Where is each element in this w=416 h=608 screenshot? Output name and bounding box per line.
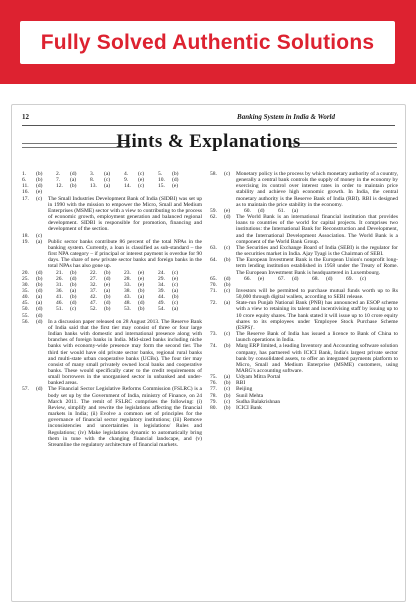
entry-text: The World Bank is an international financial institution that provides loans to countries of the world for capital projects. It comprises two institutions: the International Bank for Reconstruction and Development, and the International Development Association. The World Bank is a component of the World Bank Group.: [236, 214, 398, 245]
entry-text: RBI: [236, 380, 246, 387]
entry-number: 19.: [22, 238, 29, 245]
question-number: 11.: [22, 183, 29, 190]
answer-grid-65: [210, 276, 398, 282]
answer-letter: (a): [70, 287, 77, 294]
entry-answer: (b): [224, 281, 231, 288]
question-number: 14.: [124, 183, 131, 190]
answer-letter: (d): [292, 275, 299, 282]
answer-letter: (d): [326, 275, 333, 282]
explanation-74: [210, 343, 398, 374]
entry-number: 76.: [210, 380, 217, 387]
question-number: 66.: [244, 275, 251, 282]
entry-number: 72.: [210, 300, 217, 307]
page-number: 12: [22, 113, 29, 121]
answer-letter: (e): [36, 189, 43, 196]
answer-letter: (a): [292, 207, 299, 214]
entry-number: 64.: [210, 257, 217, 264]
answer-letter: (b): [70, 294, 77, 301]
answer-letter: (b): [36, 275, 43, 282]
book-page: [11, 104, 406, 602]
question-number: 22.: [90, 269, 97, 276]
question-number: 13.: [90, 183, 97, 190]
explanation-71: [210, 288, 398, 300]
question-number: 53.: [124, 306, 131, 313]
answer-letter: (d): [224, 275, 231, 282]
question-number: 15.: [158, 183, 165, 190]
answer-letter: (e): [138, 269, 145, 276]
answer-letter: (c): [138, 171, 145, 177]
answer-letter: (b): [70, 281, 77, 288]
entry-answer: (c): [224, 398, 231, 405]
answer-letter: (d): [104, 300, 111, 307]
answer-letter: (b): [138, 306, 145, 313]
answer-letter: (a): [104, 183, 111, 190]
answer-letter: (d): [258, 207, 265, 214]
explanation-64: [210, 257, 398, 275]
answer-letter: (b): [70, 183, 77, 190]
entry-answer: (d): [36, 386, 43, 393]
entry-answer: (d): [224, 214, 231, 221]
question-number: 46.: [56, 300, 63, 307]
short-answer-entry: [210, 405, 398, 411]
question-number: 43.: [124, 294, 131, 301]
question-number: 1.: [22, 171, 27, 177]
answer-letter: (e): [172, 183, 179, 190]
explanation-63: [210, 245, 398, 257]
answer-letter: (d): [70, 300, 77, 307]
answer-letter: (a): [70, 177, 77, 184]
entry-number: 79.: [210, 398, 217, 405]
question-number: 7.: [56, 177, 61, 184]
answer-grid-top: [22, 171, 202, 196]
entry-number: 78.: [210, 392, 217, 399]
answer-letter: (b): [36, 171, 43, 177]
answer-letter: (e): [138, 275, 145, 282]
entry-text: The Small Industries Development Bank of India (SIDBI) was set up in 1990 with the mission to empower the Micro, Small and Medium Enterprises (MSME) sector with a view to contributing to the process of economic growth, employment generation and balanced regional development. SIDBI is responsible for promotion, financing and development of the section.: [48, 195, 202, 233]
entry-answer: (a): [224, 374, 231, 381]
answer-letter: (c): [172, 269, 179, 276]
answer-letter: (b): [36, 281, 43, 288]
entry-answer: (c): [224, 171, 231, 177]
explanation-58: [210, 171, 398, 208]
answer-letter: (e): [224, 207, 231, 214]
question-number: 60.: [244, 207, 251, 214]
answer-letter: (b): [36, 177, 43, 184]
answer-letter: (e): [138, 177, 145, 184]
answer-letter: (d): [36, 312, 43, 319]
question-number: 20.: [22, 269, 29, 276]
question-number: 55.: [22, 312, 29, 319]
entry-text: Monetary policy is the process by which monetary authority of a country, generally a central bank controls the supply of money in the economy by exercising its control over interest rates in order to maintain price stability and achieve high economic growth. In India, the central monetary authority is the Reserve Bank of India (RBI). RBI is designed as to maintain the price stability in the economy.: [236, 171, 398, 208]
explanation-73: [210, 331, 398, 343]
right-column: [210, 171, 398, 411]
question-number: 21.: [56, 269, 63, 276]
answer-letter: (b): [104, 294, 111, 301]
answer-letter: (c): [360, 275, 367, 282]
question-number: 4.: [124, 171, 129, 177]
entry-number: 77.: [210, 386, 217, 393]
question-number: 31.: [56, 281, 63, 288]
answer-letter: (e): [138, 281, 145, 288]
question-number: 37.: [90, 287, 97, 294]
answer-letter: (e): [258, 275, 265, 282]
entry-number: 18.: [22, 232, 29, 239]
question-number: 5.: [158, 171, 163, 177]
answer-letter: (b): [104, 269, 111, 276]
entry-text: Investors will be permitted to purchase mutual funds worth up to Rs 50,000 through digital wallets, according to SEBI release.: [236, 287, 398, 301]
answer-letter: (a): [104, 171, 111, 177]
explanation-62: [210, 214, 398, 245]
question-number: 59.: [210, 207, 217, 214]
entry-answer: (c): [224, 287, 231, 294]
answer-letter: (c): [104, 177, 111, 184]
entry-answer: (b): [224, 343, 231, 350]
entry-text: Sudha Balakrishnan: [236, 398, 281, 405]
question-number: 45.: [22, 300, 29, 307]
answer-letter: (d): [36, 287, 43, 294]
answer-letter: (b): [172, 294, 179, 301]
entry-answer: (c): [224, 386, 231, 393]
entry-answer: (b): [224, 380, 231, 387]
entry-number: 70.: [210, 281, 217, 288]
answer-letter: (c): [138, 183, 145, 190]
question-number: 29.: [158, 275, 165, 282]
running-title: Banking System in India & World: [237, 113, 335, 121]
question-number: 50.: [22, 306, 29, 313]
entry-number: 75.: [210, 374, 217, 381]
question-number: 51.: [56, 306, 63, 313]
left-column: [22, 171, 202, 448]
question-number: 12.: [56, 183, 63, 190]
answer-letter: (d): [104, 275, 111, 282]
banner-title: Fully Solved Authentic Solutions: [40, 30, 375, 54]
answer-letter: (b): [172, 171, 179, 177]
question-number: 6.: [22, 177, 27, 184]
entry-text: Marg ERP limited, a leading Inventory and Accounting software solution company, has partnered with ICICI Bank, India's largest private sector bank by consolidated assets, to offer an integrated payments platform to Micro, Small and Medium Enterprise (MSME) customers, using MARG's accounting software.: [236, 343, 398, 374]
entry-number: 63.: [210, 244, 217, 251]
entry-answer: (b): [224, 404, 231, 411]
answer-letter: (d): [70, 275, 77, 282]
answer-letter: (c): [172, 300, 179, 307]
entry-answer: (a): [36, 238, 43, 245]
promo-banner: [0, 0, 416, 84]
answer-letter: (d): [138, 300, 145, 307]
answer-letter: (a): [36, 300, 43, 307]
entry-text: In a discussion paper released on 28 August 2013. The Reserve Bank of India said that the first tier may consist of three or four large Indian banks with domestic and international presence along with branches of foreign banks in India. Mid-sized banks including niche banks with economy-wide presence may form the second tier. The third tier would have old private sector banks, regional rural banks and multi-state urban cooperative banks (UCBs). The four tier may consist of many small privately owned local banks and cooperative banks. These would specifically cater to the credit requirements of small borrowers in the unorganised sector in unbanked and under-banked areas.: [48, 318, 202, 387]
answer-letter: (d): [36, 306, 43, 313]
question-number: 39.: [158, 287, 165, 294]
question-number: 24.: [158, 269, 165, 276]
answer-letter: (a): [36, 294, 43, 301]
entry-answer: (b): [224, 392, 231, 399]
question-number: 40.: [22, 294, 29, 301]
entry-text: Beijing: [236, 386, 253, 393]
answer-letter: (c): [70, 306, 77, 313]
question-number: 41.: [56, 294, 63, 301]
entry-number: 17.: [22, 195, 29, 202]
explanation-19: [22, 239, 202, 270]
entry-answer: (b): [224, 257, 231, 264]
answer-row: [210, 276, 398, 282]
explanation-17: [22, 196, 202, 233]
question-number: 35.: [22, 287, 29, 294]
question-number: 44.: [158, 294, 165, 301]
entry-text: ICICI Bank: [236, 404, 262, 411]
entry-answer: (c): [36, 195, 43, 202]
question-number: 23.: [124, 269, 131, 276]
running-header: [22, 113, 395, 126]
entry-text: The Reserve Bank of India has issued a licence to Bank of China to launch operations in India.: [236, 331, 398, 344]
entry-number: 57.: [22, 386, 29, 393]
answer-letter: (b): [138, 287, 145, 294]
entry-answer: (c): [36, 232, 43, 239]
answer-letter: (b): [70, 269, 77, 276]
question-number: 8.: [90, 177, 95, 184]
entry-number: 74.: [210, 343, 217, 350]
answer-letter: (c): [172, 281, 179, 288]
explanation-72: [210, 300, 398, 331]
answer-letter: (d): [172, 177, 179, 184]
entry-number: 80.: [210, 404, 217, 411]
answer-grid-middle: [22, 270, 202, 319]
explanation-57: [22, 386, 202, 448]
answer-letter: (b): [104, 306, 111, 313]
question-number: 34.: [158, 281, 165, 288]
entry-answer: (c): [224, 244, 231, 251]
question-number: 33.: [124, 281, 131, 288]
answer-letter: (a): [172, 287, 179, 294]
entry-text: The Securities and Exchange Board of India (SEBI) is the regulator for the securities market in India. Ajay Tyagi is the Chairman of SEBI.: [236, 244, 398, 258]
question-number: 38.: [124, 287, 131, 294]
entry-text: The Financial Sector Legislative Reforms Commission (FSLRC) is a body set up by the Government of India, ministry of Finance, on 24 March 2011. The remit of FSLRC comprises the following: (i) Review, simplify and rewrite the legislations affecting the financial markets in India; (ii) Evolve a common set of principles for the governance of financial sector regulatory institutions; (iii) Remove inconsistencies and uncertainties in legislations/ Rules and Regulations; (iv) Make legislations dynamic to automatically bring them in tune with the changing financial landscape, and (v) Streamline the regulatory architecture of financial markets.: [48, 386, 202, 448]
entry-text: The European Investment Bank is the European Union's nonprofit long-term lending institution established in 1958 under the Treaty of Rome. The European Investment Bank is headquartered in Luxembourg.: [236, 257, 398, 276]
question-number: 28.: [124, 275, 131, 282]
question-number: 49.: [158, 300, 165, 307]
question-number: 16.: [22, 189, 29, 196]
question-number: 27.: [90, 275, 97, 282]
entry-number: 73.: [210, 331, 217, 338]
question-number: 61.: [278, 207, 285, 214]
answer-letter: (a): [138, 294, 145, 301]
answer-letter: (e): [104, 281, 111, 288]
answer-letter: (a): [104, 287, 111, 294]
question-number: 32.: [90, 281, 97, 288]
entry-text: Public sector banks contribute 86 percent of the total NPAs in the banking system. Currently, a loan is classified as sub-standard – the first NPA category – if principal or interest payment is overdue for 90 days. The share of new private sector banks and foreign banks in the total NPAs has also gone up.: [48, 238, 202, 270]
question-number: 2.: [56, 171, 61, 177]
question-number: 48.: [124, 300, 131, 307]
question-number: 9.: [124, 177, 129, 184]
explanation-56: [22, 319, 202, 387]
question-number: 10.: [158, 177, 165, 184]
question-number: 69.: [346, 275, 353, 282]
banner-title-box: [20, 21, 395, 64]
entry-text: Udyam Mitra Portal: [236, 374, 281, 381]
question-number: 47.: [90, 300, 97, 307]
entry-number: 62.: [210, 214, 217, 221]
question-number: 67.: [278, 275, 285, 282]
answer-letter: (e): [172, 275, 179, 282]
entry-number: 71.: [210, 287, 217, 294]
entry-text: State-run Punjab National Bank (PNB) has announced an ESOP scheme with a view to retaining its talent and incentivising staff by issuing up to 10 crore equity shares. The bank stated it will issue up to 10 crore equity shares to its employees under 'Employee Stock Purchase Scheme (ESPS)'.: [236, 300, 398, 331]
question-number: 26.: [56, 275, 63, 282]
question-number: 54.: [158, 306, 165, 313]
question-number: 42.: [90, 294, 97, 301]
answer-letter: (d): [36, 183, 43, 190]
entry-number: 58.: [210, 171, 217, 177]
answer-letter: (d): [70, 171, 77, 177]
entry-answer: (a): [224, 300, 231, 307]
question-number: 65.: [210, 275, 217, 282]
question-number: 36.: [56, 287, 63, 294]
question-number: 30.: [22, 281, 29, 288]
entry-answer: (d): [36, 318, 43, 325]
entry-number: 56.: [22, 318, 29, 325]
question-number: 3.: [90, 171, 95, 177]
question-number: 52.: [90, 306, 97, 313]
entry-answer: (c): [224, 331, 231, 338]
section-heading: Hints & Explanations: [116, 131, 301, 152]
short-answers: [210, 374, 398, 411]
question-number: 25.: [22, 275, 29, 282]
answer-letter: (a): [172, 306, 179, 313]
entry-text: Sunil Mehta: [236, 392, 264, 399]
answer-letter: (d): [36, 269, 43, 276]
question-number: 68.: [312, 275, 319, 282]
